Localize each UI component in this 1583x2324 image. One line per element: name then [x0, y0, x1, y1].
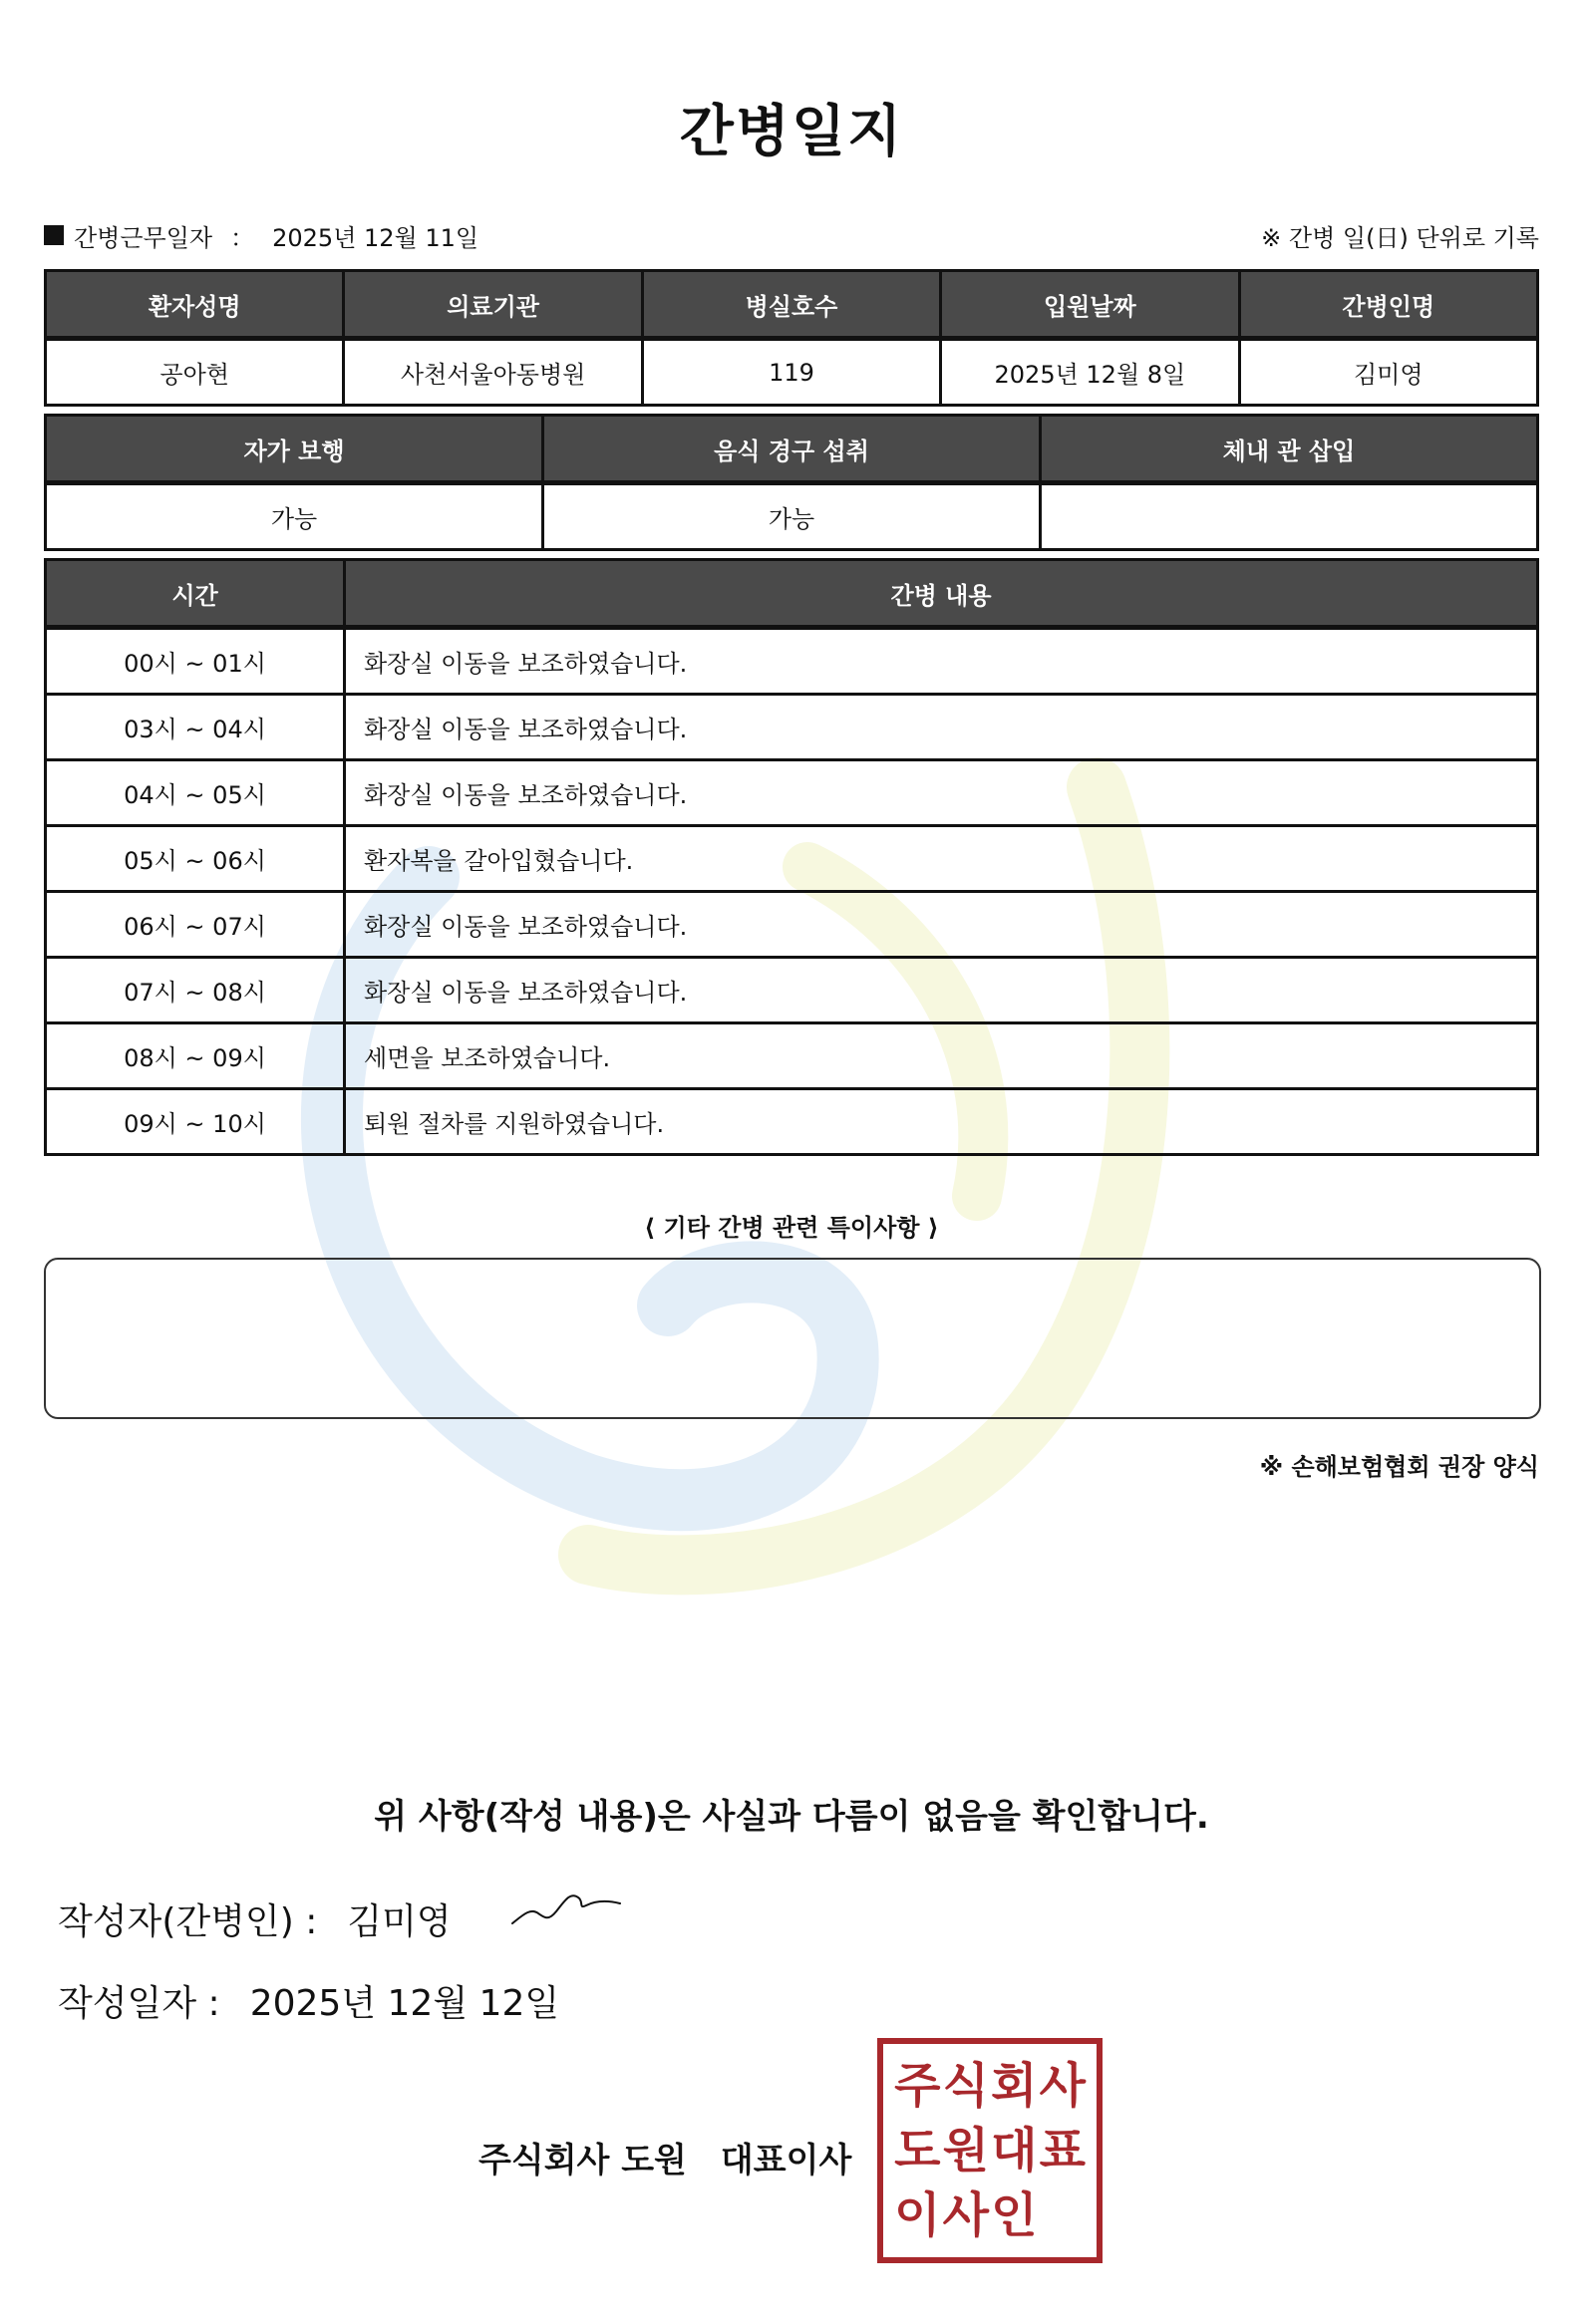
- hospital-name: 사천서울아동병원: [344, 339, 642, 406]
- status-value-row: [46, 483, 1538, 550]
- record-unit-note: ※ 간병 일(日) 단위로 기록: [1261, 223, 1539, 252]
- care-log-table: [44, 558, 1539, 1156]
- seal-char: 식: [942, 2058, 989, 2115]
- writer-row: [58, 1893, 452, 1944]
- log-time: 00시 ~ 01시: [46, 628, 345, 695]
- special-notes-box: [44, 1258, 1541, 1419]
- table-row: [46, 1089, 1538, 1155]
- log-time: 07시 ~ 08시: [46, 958, 345, 1023]
- work-date-label: 간병근무일자: [74, 223, 213, 252]
- table-row: [46, 628, 1538, 695]
- form-source-note: ※ 손해보험협회 권장 양식: [1259, 1453, 1539, 1481]
- seal-characters: [893, 2054, 1087, 2247]
- patient-status-table: [44, 414, 1539, 551]
- header-oral-intake: 음식 경구 섭취: [543, 416, 1041, 483]
- log-content: 환자복을 갈아입혔습니다.: [345, 826, 1538, 892]
- document-title: 간병일지: [679, 100, 904, 164]
- seal-char: 표: [1039, 2122, 1086, 2179]
- header-caregiver-name: 간병인명: [1239, 271, 1537, 339]
- writer-label: 작성자(간병인) :: [58, 1901, 318, 1942]
- special-notes-title: ⟨ 기타 간병 관련 특이사항 ⟩: [644, 1214, 939, 1242]
- self-walking-value: 가능: [46, 483, 543, 550]
- seal-char: [1039, 2182, 1088, 2247]
- log-time: 09시 ~ 10시: [46, 1089, 345, 1155]
- header-hospital: 의료기관: [344, 271, 642, 339]
- table-row: [46, 826, 1538, 892]
- table-row: [46, 1023, 1538, 1089]
- seal-char: 도: [894, 2122, 941, 2179]
- table-row: [46, 958, 1538, 1023]
- seal-char: 대: [991, 2122, 1038, 2179]
- patient-name: 공아현: [46, 339, 344, 406]
- log-content: 화장실 이동을 보조하였습니다.: [345, 958, 1538, 1023]
- seal-char: 회: [991, 2058, 1038, 2115]
- written-date-row: [58, 1975, 559, 2026]
- confirmation-statement: 위 사항(작성 내용)은 사실과 다름이 없음을 확인합니다.: [374, 1797, 1209, 1837]
- seal-char: 원: [942, 2122, 989, 2179]
- header-patient-name: 환자성명: [46, 271, 344, 339]
- table-row: [46, 695, 1538, 760]
- log-time: 05시 ~ 06시: [46, 826, 345, 892]
- patient-info-table: [44, 269, 1539, 407]
- seal-char: 사: [1039, 2058, 1086, 2115]
- oral-intake-value: 가능: [543, 483, 1041, 550]
- seal-char: 사: [942, 2186, 989, 2243]
- company-seal: [877, 2038, 1103, 2263]
- admission-date: 2025년 12월 8일: [941, 339, 1239, 406]
- header-tube-insertion: 체내 관 삽입: [1041, 416, 1538, 483]
- seal-char: 인: [991, 2186, 1038, 2243]
- log-content: 화장실 이동을 보조하였습니다.: [345, 695, 1538, 760]
- company-role: 대표이사: [720, 2141, 852, 2180]
- log-time: 04시 ~ 05시: [46, 760, 345, 826]
- table-row: [46, 760, 1538, 826]
- header-admission-date: 입원날짜: [941, 271, 1239, 339]
- black-square-icon: [44, 225, 64, 245]
- header-room-number: 병실호수: [642, 271, 940, 339]
- log-content: 화장실 이동을 보조하였습니다.: [345, 628, 1538, 695]
- seal-char: 이: [894, 2186, 941, 2243]
- room-number: 119: [642, 339, 940, 406]
- meta-row: [44, 217, 1539, 253]
- work-date-value: 2025년 12월 11일: [272, 223, 479, 252]
- caregiver-name: 김미영: [1239, 339, 1537, 406]
- seal-char: 주: [894, 2058, 941, 2115]
- log-time: 08시 ~ 09시: [46, 1023, 345, 1089]
- status-header-row: [46, 416, 1538, 483]
- written-date-value: 2025년 12월 12일: [249, 1983, 560, 2024]
- patient-value-row: [46, 339, 1538, 406]
- written-date-label: 작성일자 :: [58, 1983, 220, 2024]
- table-row: [46, 892, 1538, 958]
- log-header-row: [46, 560, 1538, 628]
- log-content: 화장실 이동을 보조하였습니다.: [345, 760, 1538, 826]
- writer-value: 김미영: [347, 1901, 452, 1942]
- log-content: 세면을 보조하였습니다.: [345, 1023, 1538, 1089]
- log-content: 화장실 이동을 보조하였습니다.: [345, 892, 1538, 958]
- header-self-walking: 자가 보행: [46, 416, 543, 483]
- work-date: [44, 218, 478, 253]
- log-time: 03시 ~ 04시: [46, 695, 345, 760]
- log-time: 06시 ~ 07시: [46, 892, 345, 958]
- signature-scribble: [508, 1882, 628, 1936]
- company-signatory: [478, 2133, 851, 2181]
- patient-header-row: [46, 271, 1538, 339]
- header-time: 시간: [46, 560, 345, 628]
- company-name: 주식회사 도원: [478, 2141, 687, 2180]
- work-date-separator: ：: [230, 223, 255, 252]
- log-content: 퇴원 절차를 지원하였습니다.: [345, 1089, 1538, 1155]
- header-care-content: 간병 내용: [345, 560, 1538, 628]
- tube-insertion-value: [1041, 483, 1538, 550]
